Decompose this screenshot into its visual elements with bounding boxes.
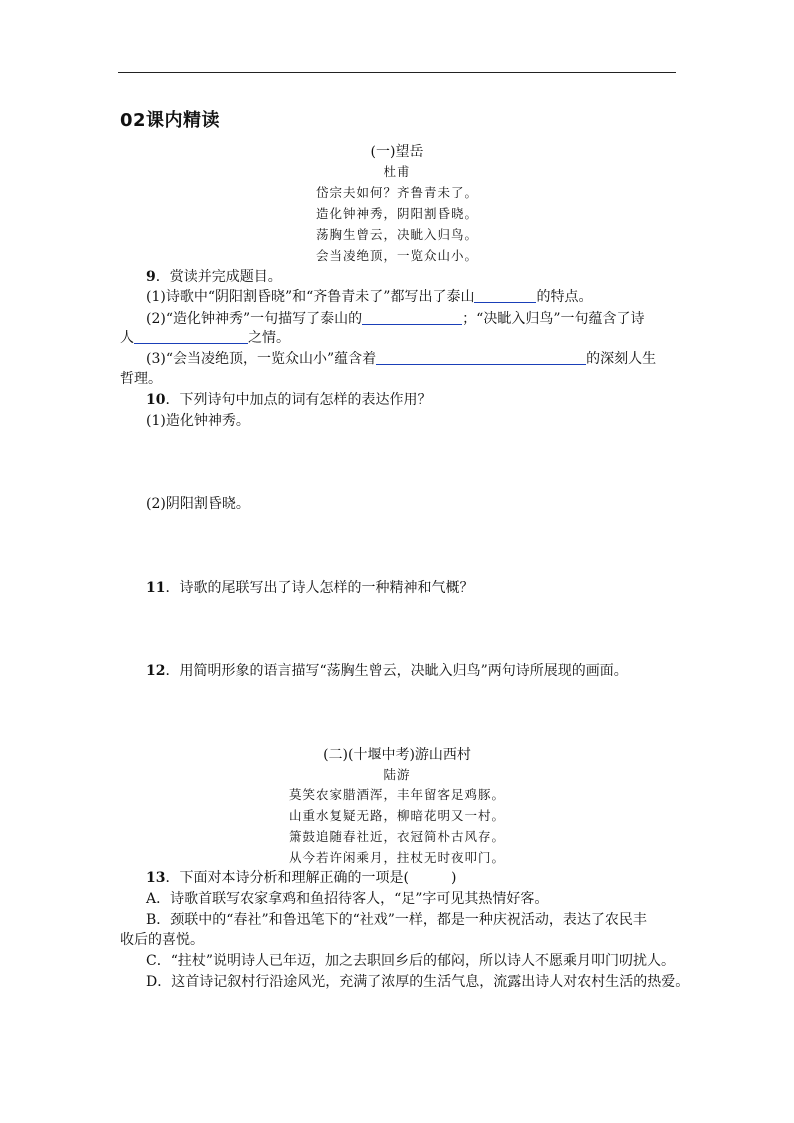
question-stem: ．下列诗句中加点的词有怎样的表达作用？ bbox=[165, 392, 432, 408]
section-title: 02课内精读 bbox=[120, 110, 221, 131]
question-stem: ．下面对本诗分析和理解正确的一项是( ) bbox=[165, 870, 457, 886]
poem1-author: 杜甫 bbox=[383, 164, 411, 179]
poem2-line: 箫鼓追随春社近，衣冠简朴古风存。 bbox=[288, 829, 505, 844]
answer-blank[interactable] bbox=[134, 329, 248, 344]
question-12 bbox=[146, 660, 628, 680]
option-c[interactable]: C．“拄杖”说明诗人已年迈，加之去职回乡后的郁闷，所以诗人不愿乘月叩门叨扰人。 bbox=[146, 953, 676, 969]
answer-blank[interactable] bbox=[362, 310, 462, 325]
question-stem: ．赏读并完成题目。 bbox=[155, 269, 282, 285]
question-text: 人 bbox=[120, 330, 134, 346]
question-text: ；“决眦入归鸟”一句蕴含了诗 bbox=[462, 311, 645, 327]
question-text: 的深刻人生 bbox=[586, 351, 657, 367]
poem2-line: 莫笑农家腊酒浑，丰年留客足鸡豚。 bbox=[288, 787, 505, 802]
answer-blank[interactable] bbox=[376, 350, 586, 365]
question-10-sub-2: (2)阴阳割昏晓。 bbox=[146, 496, 250, 512]
poem1-title: (一)望岳 bbox=[370, 144, 424, 160]
question-stem: ．诗歌的尾联写出了诗人怎样的一种精神和气概？ bbox=[165, 580, 474, 596]
question-10 bbox=[146, 389, 431, 409]
poem2-author: 陆游 bbox=[383, 767, 411, 782]
option-d[interactable]: D．这首诗记叙村行沿途风光，充满了浓厚的生活气息，流露出诗人对农村生活的热爱。 bbox=[146, 974, 690, 990]
poem1-line: 会当凌绝顶，一览众山小。 bbox=[315, 248, 478, 263]
poem2-line: 从今若许闲乘月，拄杖无时夜叩门。 bbox=[288, 850, 505, 865]
question-number: 9 bbox=[146, 269, 156, 285]
question-text: (1)诗歌中“阴阳割昏晓”和“齐鲁青未了”都写出了泰山 bbox=[146, 289, 475, 305]
poem1-line: 荡胸生曾云，决眦入归鸟。 bbox=[315, 227, 478, 242]
question-9-sub-3-cont: 哲理。 bbox=[120, 371, 162, 387]
question-9-sub-1 bbox=[146, 286, 592, 306]
question-stem: ．用简明形象的语言描写“荡胸生曾云，决眦入归鸟”两句诗所展现的画面。 bbox=[165, 663, 628, 679]
question-text: 的特点。 bbox=[536, 289, 593, 305]
question-number: 12 bbox=[146, 663, 166, 679]
option-b[interactable]: B．颈联中的“春社”和鲁迅笔下的“社戏”一样，都是一种庆祝活动，表达了农民丰 bbox=[146, 912, 647, 928]
header-rule bbox=[118, 72, 676, 73]
poem1-line: 岱宗夫如何？齐鲁青未了。 bbox=[315, 185, 478, 200]
answer-blank[interactable] bbox=[474, 288, 536, 303]
question-9 bbox=[146, 266, 282, 286]
poem1-line: 造化钟神秀，阴阳割昏晓。 bbox=[315, 206, 478, 221]
question-13 bbox=[146, 867, 456, 887]
question-text: (3)“会当凌绝顶，一览众山小”蕴含着 bbox=[146, 351, 377, 367]
option-a[interactable]: A．诗歌首联写农家拿鸡和鱼招待客人，“足”字可见其热情好客。 bbox=[146, 891, 549, 907]
option-b-cont: 收后的喜悦。 bbox=[120, 932, 204, 948]
question-10-sub-1: (1)造化钟神秀。 bbox=[146, 413, 250, 429]
question-text: (2)“造化钟神秀”一句描写了泰山的 bbox=[146, 311, 363, 327]
question-11 bbox=[146, 577, 473, 597]
poem2-title: (二)(十堰中考)游山西村 bbox=[323, 747, 471, 763]
question-9-sub-2-cont bbox=[120, 327, 290, 347]
question-9-sub-2 bbox=[146, 308, 644, 328]
question-number: 10 bbox=[146, 392, 166, 408]
question-number: 11 bbox=[146, 580, 166, 596]
poem2-line: 山重水复疑无路，柳暗花明又一村。 bbox=[288, 808, 505, 823]
question-text: 之情。 bbox=[248, 330, 290, 346]
question-9-sub-3 bbox=[146, 348, 656, 368]
question-number: 13 bbox=[146, 870, 166, 886]
